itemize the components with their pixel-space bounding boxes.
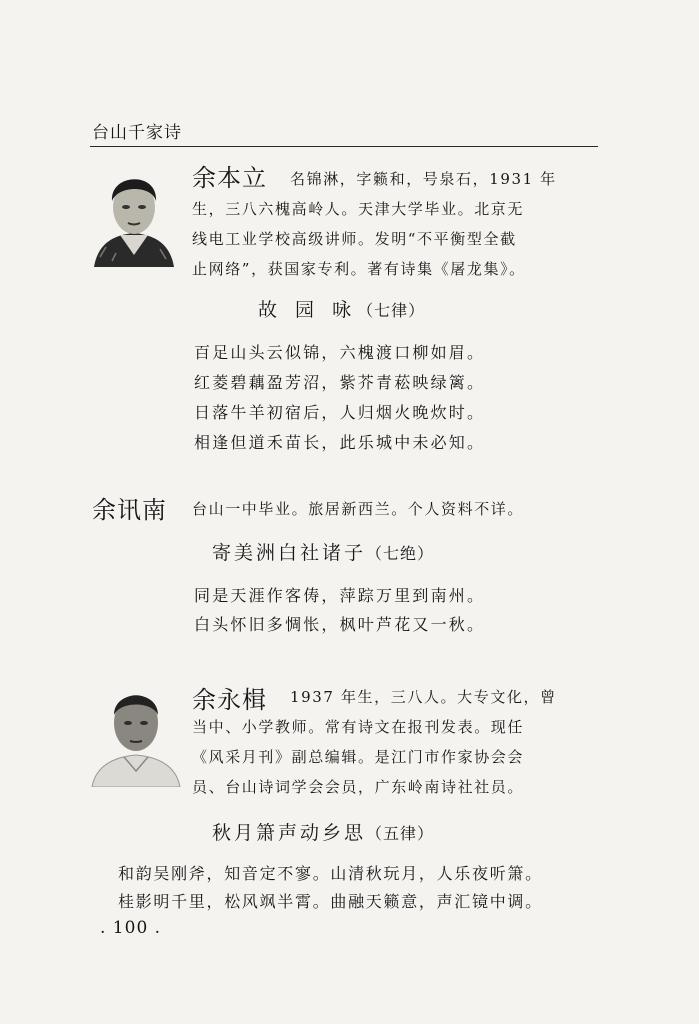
running-header: 台山千家诗 [92,123,182,143]
entry-name-1: 余本立 [192,164,267,192]
poem-title-text: 故 园 咏 [258,299,358,321]
poem-title-3 [212,818,434,845]
entry-name-2: 余讯南 [92,496,167,524]
poem-line: 同是天涯作客俦，萍踪万里到南州。 [194,586,486,605]
header-rule [90,146,598,147]
poem-form: （五律） [366,824,435,843]
poem-line: 日落牛羊初宿后，人归烟火晚炊时。 [194,403,486,422]
entry-name-3: 余永楫 [192,686,267,714]
bio-line: 线电工业学校高级讲师。发明“不平衡型全截 [192,230,517,248]
bio-line: 1937 年生，三八人。大专文化，曾 [290,688,557,706]
poem-line: 和韵吴刚斧，知音定不寥。山清秋玩月，人乐夜听箫。 [118,864,543,883]
bio-line: 当中、小学教师。常有诗文在报刊发表。现任 [192,718,525,736]
bio-line: 生，三八六槐高岭人。天津大学毕业。北京无 [192,200,525,218]
poem-line: 红菱碧藕盈芳沼，紫芥青菘映绿篱。 [194,373,486,392]
poem-line: 桂影明千里，松风飒半霄。曲融天籁意，声汇镜中调。 [118,892,543,911]
poem-title-text: 寄美洲白社诸子 [212,542,367,564]
poem-line: 白头怀旧多惆怅，枫叶芦花又一秋。 [194,615,486,634]
bio-line: 台山一中毕业。旅居新西兰。个人资料不详。 [192,500,525,518]
poem-title-text: 秋月箫声动乡思 [212,822,367,844]
poem-title-2 [212,538,434,565]
bio-line: 《风采月刊》副总编辑。是江门市作家协会会 [192,748,525,766]
poem-title-1 [258,295,425,322]
poem-line: 百足山头云似锦，六槐渡口柳如眉。 [194,343,486,362]
poem-line: 相逢但道禾苗长，此乐城中未必知。 [194,433,486,452]
bio-line: 员、台山诗词学会会员，广东岭南诗社社员。 [192,778,525,796]
poem-form: （七绝） [366,544,435,563]
portrait-photo-1 [90,157,178,267]
portrait-photo-3 [90,675,182,787]
page-number: . 100 . [100,918,162,938]
bio-line: 名锦淋，字籁和，号泉石，1931 年 [290,170,557,188]
poem-form: （七律） [357,301,426,320]
bio-line: 止网络”，获国家专利。著有诗集《屠龙集》。 [192,260,526,278]
